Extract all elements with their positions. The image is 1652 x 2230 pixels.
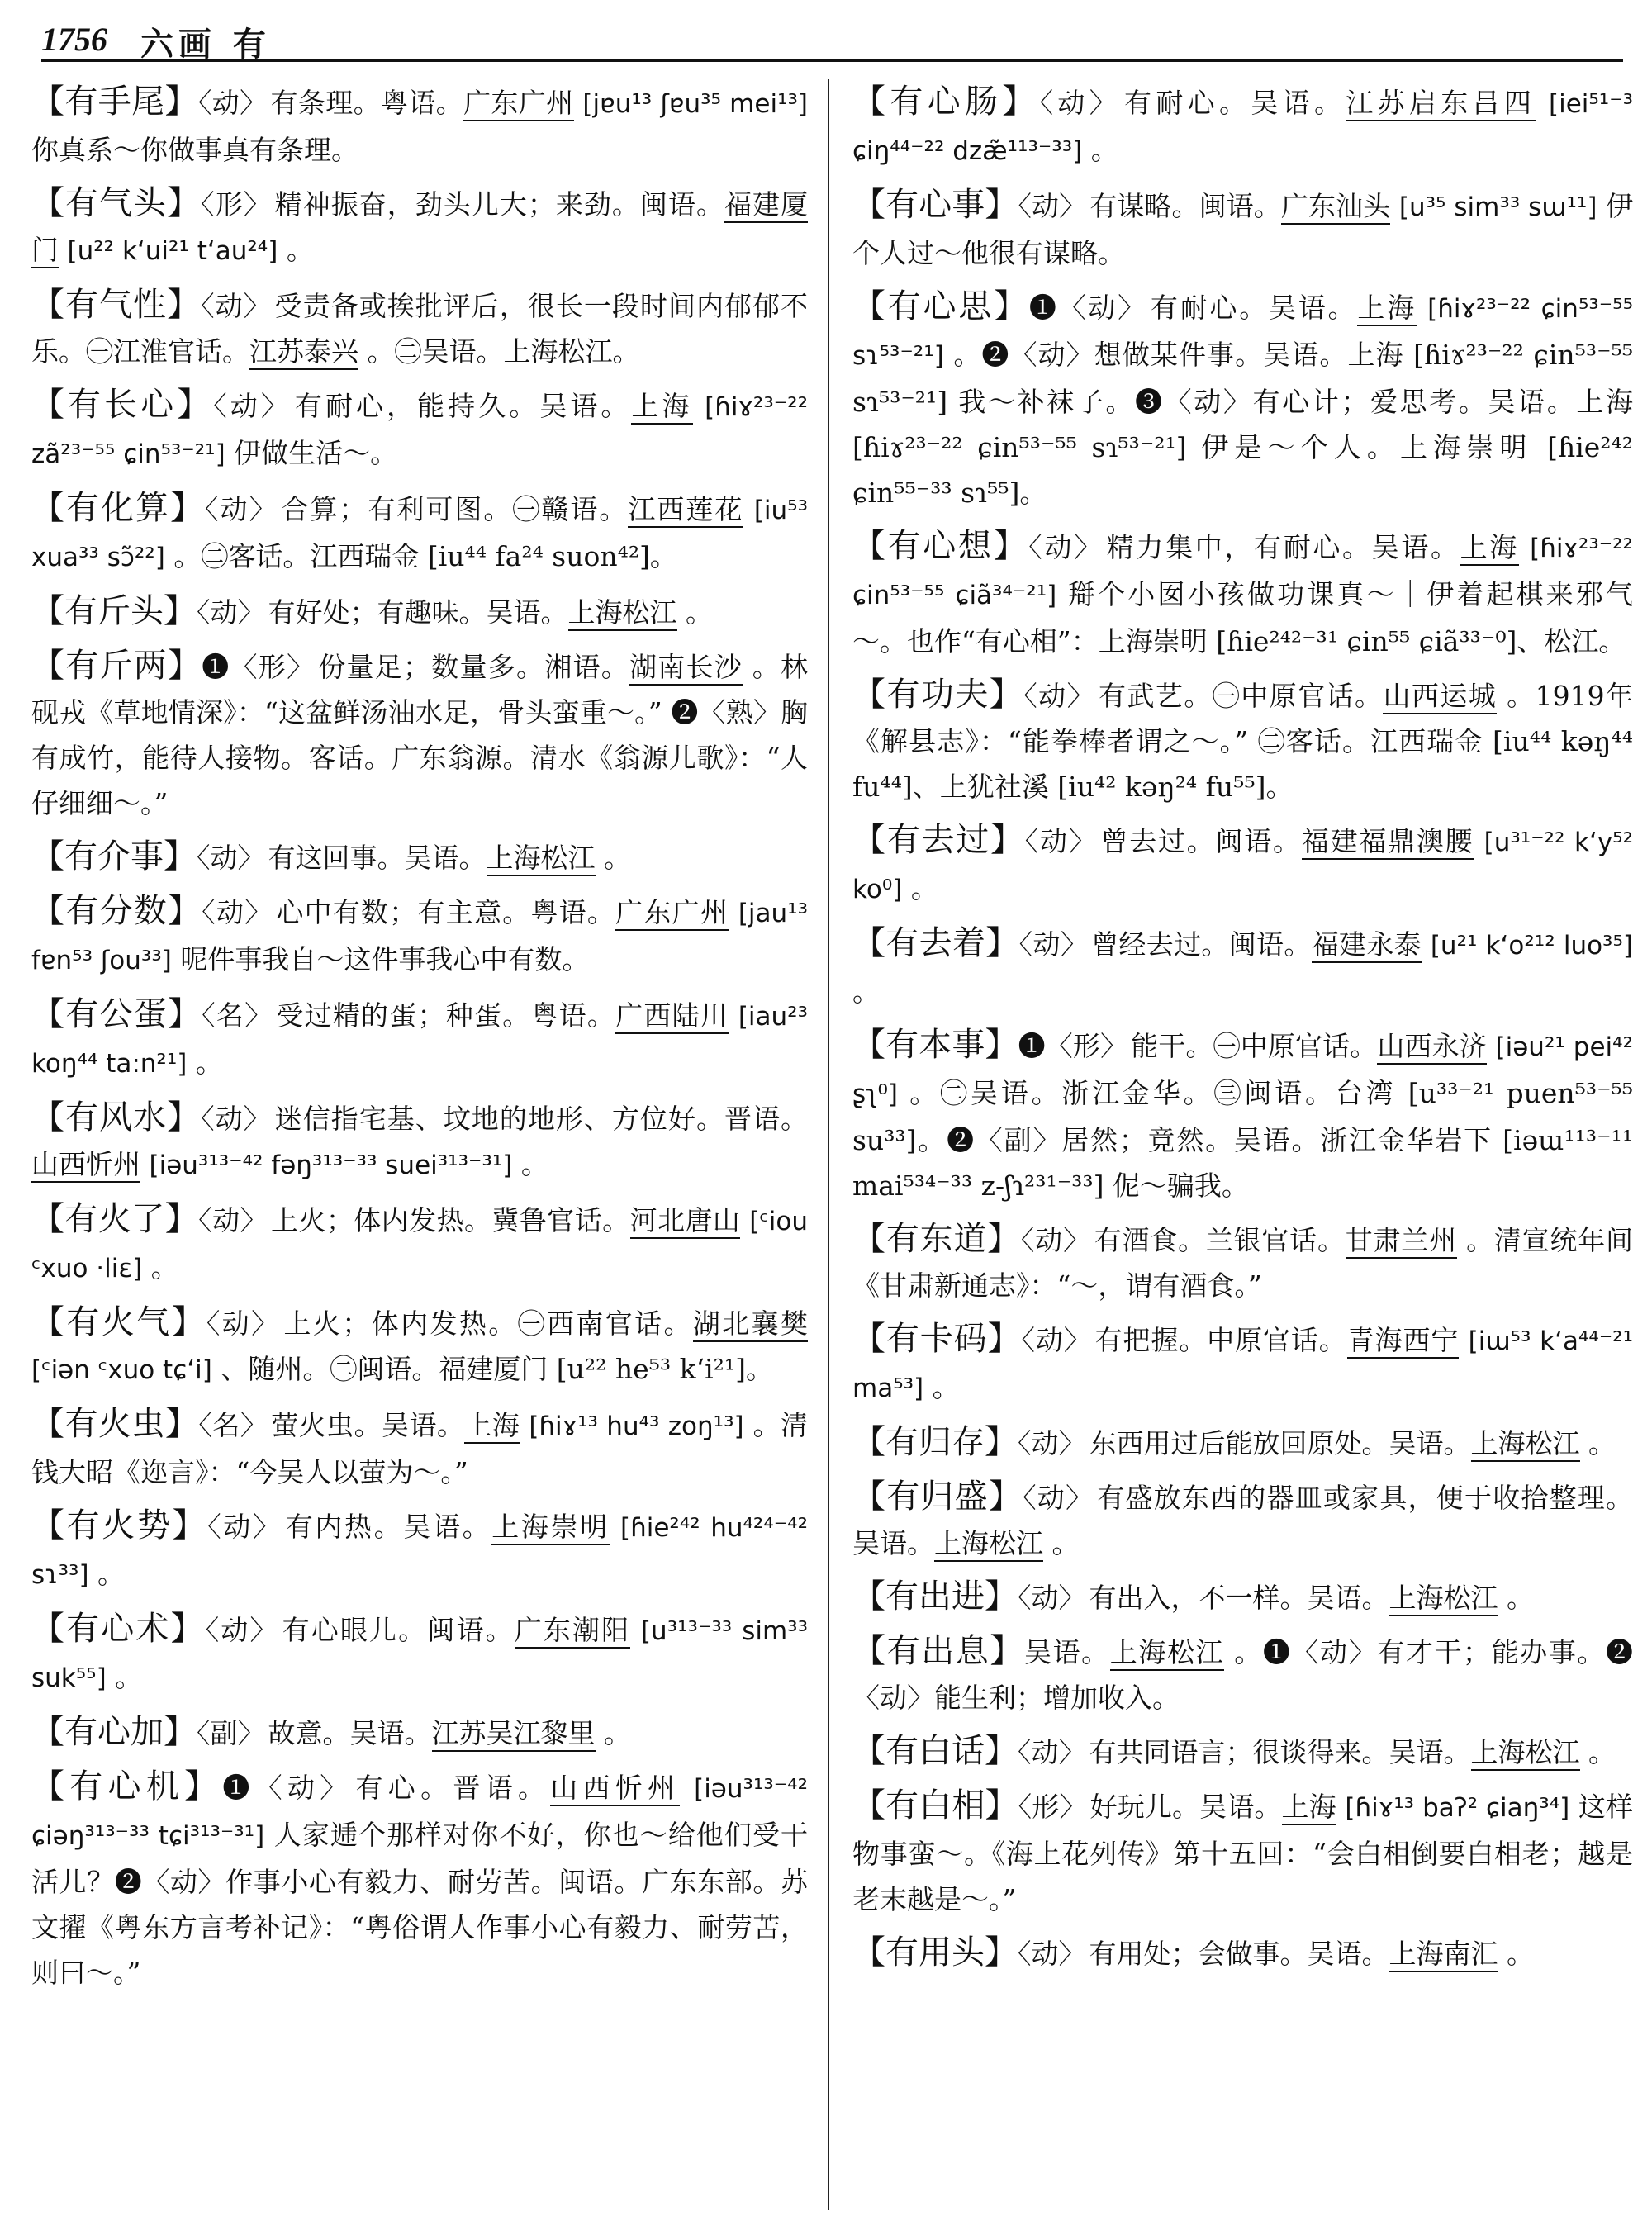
dialect-location: 广东汕头: [1281, 190, 1390, 225]
part-of-speech: 〈动〉: [1018, 1427, 1086, 1459]
entry-definition: 有心眼儿。闽语。: [282, 1614, 515, 1646]
entry-example: 。林砚戎《草地情深》：“这盆鲜汤油水足，骨头蛮重～。” ❷〈熟〉胸有成竹，能待人接物。客话。广东翁源。清水《翁源儿歌》：“人仔细细～。”: [31, 651, 808, 819]
entry-definition: 迷信指宅基、坟地的地形、方位好。晋语。: [274, 1103, 809, 1135]
dialect-location: 江苏吴江黎里: [432, 1717, 596, 1752]
part-of-speech: 〈动〉: [1018, 928, 1089, 961]
dialect-location: 上海: [464, 1409, 520, 1444]
dialect-location: 上海松江: [487, 842, 596, 876]
entry-definition: 精力集中，有耐心。吴语。: [1106, 531, 1460, 563]
dictionary-entry: [852, 1629, 1633, 1720]
dialect-location: 上海崇明: [491, 1511, 610, 1545]
pronunciation: [ɦiɤ²³⁻²² ɕin⁵³⁻⁵⁵ sɿ⁵³⁻²¹]: [852, 294, 1634, 371]
part-of-speech: 〈动〉: [1018, 1736, 1086, 1768]
part-of-speech: 〈动〉: [201, 1103, 272, 1135]
entry-headword: 【有心机】: [31, 1767, 223, 1805]
entry-example: 。: [1051, 1527, 1080, 1559]
column-divider: [828, 79, 829, 2210]
entry-headword: 【有心术】: [31, 1610, 206, 1648]
entry-example: 。: [195, 1046, 223, 1079]
dialect-location: 山西忻州: [31, 1148, 140, 1183]
entry-headword: 【有化算】: [31, 489, 205, 527]
dictionary-entry: [31, 1606, 808, 1701]
pronunciation: [iei⁵¹⁻³ ɕiŋ⁴⁴⁻²² dzæ̃¹¹³⁻³³]: [852, 89, 1634, 166]
pronunciation: [ɦie²⁴² hu⁴²⁴⁻⁴² sɿ³³]: [31, 1513, 809, 1590]
pronunciation: [iɯ⁵³ k‘a⁴⁴⁻²¹ ma⁵³]: [852, 1326, 1634, 1403]
entry-example: 。: [1507, 1938, 1534, 1970]
part-of-speech: 〈动〉: [206, 1307, 281, 1340]
dialect-location: 湖北襄樊: [693, 1307, 808, 1342]
dialect-location: 福建厦门: [31, 188, 808, 268]
page-number: 1756: [41, 21, 107, 58]
entry-headword: 【有分数】: [31, 892, 202, 930]
entry-example: 。: [1588, 1427, 1616, 1459]
entry-example: 。: [97, 1558, 126, 1590]
entry-headword: 【有去过】: [852, 821, 1025, 859]
part-of-speech: 〈名〉: [202, 999, 273, 1032]
part-of-speech: 〈动〉: [1023, 1482, 1094, 1514]
entry-definition: 有耐心。吴语。: [1124, 87, 1346, 119]
entry-headword: 【有用头】: [852, 1933, 1018, 1971]
dialect-location: 上海松江: [1471, 1427, 1580, 1462]
entry-headword: 【有东道】: [852, 1220, 1021, 1258]
entry-definition: 有这回事。吴语。: [268, 842, 487, 874]
entry-definition: 受责备或挨批评后，很长一段时间内郁郁不乐。㊀江淮官话。: [31, 290, 809, 368]
entry-definition: 萤火虫。吴语。: [271, 1409, 465, 1441]
pronunciation: [iau²³ koŋ⁴⁴ ta:n²¹]: [31, 1002, 809, 1079]
part-of-speech: 〈动〉: [1018, 1582, 1086, 1614]
dialect-location: 山西永济: [1377, 1030, 1487, 1065]
dialect-location: 福建福鼎澳腰: [1302, 825, 1474, 860]
dictionary-entry: [852, 1420, 1633, 1466]
entry-example: 伊做生活～。: [234, 437, 398, 469]
dictionary-entry: [31, 282, 808, 374]
entry-headword: 【有介事】: [31, 837, 197, 875]
entry-example: 、随州。㊁闽语。福建厦门 [u²² he⁵³ k‘i²¹]。: [221, 1353, 773, 1385]
pronunciation: [u³¹⁻²² k‘y⁵² ko⁰]: [852, 828, 1634, 904]
entry-headword: 【有卡码】: [852, 1320, 1022, 1358]
entry-example: 呢件事我自～这件事我心中有数。: [180, 943, 590, 975]
dictionary-entry: [31, 79, 808, 173]
entry-definition: 曾去过。闽语。: [1100, 825, 1302, 857]
dictionary-entry: [852, 818, 1633, 913]
dialect-location: 上海松江: [1389, 1582, 1498, 1616]
entry-example: 。: [150, 1251, 178, 1283]
part-of-speech: 〈动〉: [213, 390, 292, 422]
dialect-location: 广东广州: [463, 87, 573, 121]
dictionary-entry: [31, 992, 808, 1087]
entry-example: 这样物事蛮～。《海上花列传》第十五回：“会白相倒要白相老；越是老末越是～。”: [852, 1791, 1634, 1915]
dictionary-entry: [31, 1300, 808, 1393]
entry-example: 。: [604, 1717, 631, 1749]
entry-headword: 【有白话】: [852, 1732, 1018, 1770]
dictionary-entry: [852, 284, 1633, 515]
entry-example: 。❶〈动〉有才干；能办事。❷〈动〉能生利；增加收入。: [852, 1636, 1634, 1714]
dialect-location: 广西陆川: [615, 999, 729, 1034]
entry-example: 。: [852, 975, 880, 1008]
entry-example: 。清钱大昭《迩言》：“今吴人以萤为～。”: [31, 1409, 809, 1488]
part-of-speech: 〈动〉: [205, 1614, 279, 1646]
dictionary-entry: [852, 1783, 1633, 1922]
entry-definition: 有武艺。㊀中原官话。: [1099, 680, 1384, 712]
pronunciation: [jɐu¹³ ʃɐu³⁵ mei¹³]: [582, 89, 809, 119]
right-column: [852, 79, 1633, 1985]
entry-headword: 【有手尾】: [31, 83, 198, 121]
dialect-location: 江苏泰兴: [249, 335, 358, 370]
entry-definition: 有用处；会做事。吴语。: [1089, 1938, 1389, 1970]
entry-headword: 【有气性】: [31, 286, 202, 324]
part-of-speech: 〈动〉: [1021, 1324, 1092, 1356]
page-header: [41, 17, 1623, 62]
pronunciation: [u²² k‘ui²¹ t‘au²⁴]: [67, 236, 278, 266]
part-of-speech: 〈副〉: [197, 1717, 265, 1749]
entry-headword: 【有火虫】: [31, 1405, 199, 1443]
dialect-location: 上海松江: [1110, 1636, 1224, 1671]
dictionary-entry: [31, 589, 808, 635]
entry-example: 。: [115, 1661, 143, 1693]
entry-headword: 【有心思】: [852, 287, 1029, 325]
dictionary-entry: [31, 834, 808, 880]
part-of-speech: ❶〈动〉: [222, 1772, 353, 1804]
entry-headword: 【有功夫】: [852, 676, 1024, 714]
entry-example: 。: [286, 234, 314, 266]
dialect-location: 上海松江: [934, 1527, 1043, 1562]
pronunciation: [u²¹ k‘o²¹² luo³⁵]: [1430, 931, 1634, 961]
entry-definition: 好玩儿。吴语。: [1089, 1791, 1282, 1823]
entry-headword: 【有心加】: [31, 1713, 197, 1751]
entry-example: 。㊁吴语。浙江金华。㊂闽语。台湾 [u³³⁻²¹ puen⁵³⁻⁵⁵ su³³]。❷〈副〉居然；竟然。吴语。浙江金华岩下 [iəɯ¹¹³⁻¹¹ mai⁵³⁴⁻³³ z-ʃɿ²³¹⁻³³] 伲～骗我。: [852, 1077, 1633, 1202]
entry-example: 伊个人过～他很有谋略。: [852, 190, 1634, 269]
entry-headword: 【有公蛋】: [31, 995, 202, 1033]
dictionary-entry: [852, 183, 1633, 276]
part-of-speech: 〈动〉: [1018, 1938, 1086, 1970]
dictionary-entry: [31, 1503, 808, 1598]
dialect-location: 广东潮阳: [515, 1614, 631, 1649]
pronunciation: [iəu³¹³⁻⁴² ɕiəŋ³¹³⁻³³ tɕi³¹³⁻³¹]: [31, 1774, 809, 1851]
dialect-location: 上海松江: [1471, 1736, 1580, 1771]
part-of-speech: 〈名〉: [198, 1409, 268, 1441]
entry-example: 。清宣统年间《甘肃新通志》：“～，谓有酒食。”: [852, 1224, 1634, 1302]
entry-headword: 【有本事】: [852, 1026, 1018, 1064]
dialect-location: 青海西宁: [1347, 1324, 1460, 1359]
entry-headword: 【有归存】: [852, 1423, 1018, 1461]
part-of-speech: 〈动〉: [1039, 87, 1122, 119]
dialect-location: 山西忻州: [550, 1772, 680, 1806]
entry-definition: 合算；有利可图。㊀赣语。: [281, 493, 629, 525]
pronunciation: [ᶜiən ᶜxuo tɕ‘i]: [31, 1355, 212, 1385]
dictionary-entry: [852, 79, 1633, 174]
entry-example: 。: [686, 596, 713, 629]
dictionary-entry: [852, 524, 1633, 664]
pronunciation: [jau¹³ fɐn⁵³ ʃou³³]: [31, 899, 809, 975]
entry-example: 。: [604, 842, 631, 874]
part-of-speech: 〈动〉: [201, 290, 272, 322]
entry-example: 。: [1507, 1582, 1534, 1614]
dialect-location: 江西莲花: [628, 493, 743, 528]
entry-headword: 【有归盛】: [852, 1478, 1023, 1516]
dialect-location: 上海南汇: [1389, 1938, 1498, 1972]
entry-definition: 心中有数；有主意。粤语。: [276, 896, 616, 928]
dictionary-entry: [31, 1402, 808, 1495]
dictionary-entry: [31, 181, 808, 274]
entry-example: 。1919年《解县志》：“能拳棒者谓之～。” ㊁客话。江西瑞金 [iu⁴⁴ kəŋ⁴⁴ fu⁴⁴]、上犹社溪 [iu⁴² kəŋ²⁴ fu⁵⁵]。: [852, 680, 1634, 803]
part-of-speech: 〈动〉: [202, 896, 273, 928]
entry-definition: 吴语。: [1023, 1636, 1110, 1668]
part-of-speech: 〈动〉: [207, 1511, 282, 1543]
left-column: [31, 79, 808, 2004]
pronunciation: [ɦiɤ¹³ baʔ² ɕiaŋ³⁴]: [1345, 1793, 1570, 1823]
entry-example: 你真系～你做事真有条理。: [31, 134, 358, 166]
part-of-speech: 〈动〉: [1028, 531, 1104, 563]
pronunciation: [u³⁵ sim³³ sɯ¹¹]: [1398, 192, 1597, 222]
entry-definition: 东西用过后能放回原处。吴语。: [1089, 1427, 1471, 1459]
part-of-speech: ❶〈动〉: [1028, 292, 1147, 324]
pronunciation: [ɦiɤ²³⁻²² zã²³⁻⁵⁵ ɕin⁵³⁻²¹]: [31, 392, 809, 469]
entry-headword: 【有斤两】: [31, 647, 202, 685]
entry-headword: 【有火了】: [31, 1200, 199, 1238]
pronunciation: [iəu²¹ pei⁴² ʂʅ⁰]: [852, 1032, 1634, 1109]
entry-headword: 【有风水】: [31, 1098, 202, 1136]
entry-example: 。: [932, 1371, 960, 1403]
part-of-speech: 〈动〉: [197, 87, 268, 119]
dictionary-entry: [852, 1217, 1633, 1308]
entry-definition: 有出入，不一样。吴语。: [1089, 1582, 1389, 1614]
dictionary-entry: [31, 1095, 808, 1189]
entry-headword: 【有长心】: [31, 386, 214, 424]
entry-definition: 有心。晋语。: [355, 1772, 551, 1804]
part-of-speech: 〈形〉: [201, 188, 272, 221]
pronunciation: [ɦiɤ¹³ hu⁴³ zoŋ¹³]: [529, 1412, 744, 1441]
pronunciation: [ᶜiou ᶜxuo ·liɛ]: [31, 1207, 809, 1283]
entry-example: 。㊁吴语。上海松江。: [367, 335, 640, 368]
dialect-location: 上海: [1282, 1791, 1336, 1825]
entry-definition: 有盛放东西的器皿或家具，便于收拾整理。吴语。: [852, 1482, 1634, 1559]
dictionary-entry: [852, 921, 1633, 1014]
dictionary-entry: [852, 672, 1633, 809]
part-of-speech: 〈动〉: [1020, 1224, 1091, 1256]
entry-example: 搿个小囡小孩做功课真～｜伊着起棋来邪气～。也作“有心相”：上海崇明 [ɦie²⁴²⁻³¹ ɕin⁵⁵ ɕiã³³⁻⁰]、松江。: [852, 578, 1633, 657]
dictionary-entry: [852, 1022, 1633, 1208]
dictionary-entry: [852, 1930, 1633, 1976]
entry-headword: 【有火气】: [31, 1303, 206, 1341]
entry-headword: 【有出息】: [852, 1632, 1024, 1670]
part-of-speech: 〈动〉: [198, 1204, 268, 1236]
part-of-speech: 〈动〉: [204, 493, 278, 525]
dialect-location: 上海: [1357, 292, 1417, 326]
dictionary-entry: [31, 643, 808, 826]
section-title: 六画 有: [140, 25, 271, 64]
entry-headword: 【有斤头】: [31, 592, 197, 630]
entry-example: 。㊁客话。江西瑞金 [iu⁴⁴ fa²⁴ suon⁴²]。: [173, 540, 677, 572]
part-of-speech: 〈动〉: [197, 596, 265, 629]
dictionary-entry: [31, 382, 808, 477]
pronunciation: [iu⁵³ xua³³ sɔ̃²²]: [31, 496, 809, 572]
dialect-location: 山西运城: [1383, 680, 1497, 714]
part-of-speech: ❶〈形〉: [202, 651, 316, 683]
entry-example: 。: [1588, 1736, 1616, 1768]
dialect-location: 上海: [1460, 531, 1519, 566]
entry-definition: 精神振奋，劲头儿大；来劲。闽语。: [274, 188, 724, 221]
dialect-location: 江苏启东吕四: [1346, 87, 1536, 121]
entry-headword: 【有心肠】: [852, 83, 1040, 121]
entry-definition: 有耐心。吴语。: [1150, 292, 1358, 324]
entry-example: 。: [520, 1148, 548, 1180]
dialect-location: 河北唐山: [630, 1204, 741, 1239]
entry-definition: 有好处；有趣味。吴语。: [268, 596, 568, 629]
entry-definition: 有条理。粤语。: [270, 87, 464, 119]
entry-definition: 受过精的蛋；种蛋。粤语。: [276, 999, 616, 1032]
dictionary-entry: [31, 486, 808, 581]
dictionary-entry: [31, 1197, 808, 1292]
entry-example: 。❷〈动〉想做某件事。吴语。上海 [ɦiɤ²³⁻²² ɕin⁵³⁻⁵⁵ sɿ⁵³⁻²¹] 我～补袜子。❸〈动〉有心计；爱思考。吴语。上海 [ɦiɤ²³⁻²² ɕin⁵³⁻⁵⁵ sɿ⁵³⁻²¹] 伊是～个人。上海崇明 [ɦie²⁴² ɕin⁵⁵⁻³³ sɿ⁵⁵]。: [852, 339, 1633, 509]
pronunciation: [u³¹³⁻³³ sim³³ suk⁵⁵]: [31, 1616, 809, 1693]
entry-definition: 有酒食。兰银官话。: [1094, 1224, 1346, 1256]
dialect-location: 福建永泰: [1312, 928, 1422, 963]
entry-headword: 【有气头】: [31, 184, 202, 222]
dialect-location: 湖南长沙: [629, 651, 743, 686]
part-of-speech: 〈动〉: [1024, 825, 1098, 857]
entry-headword: 【有去着】: [852, 924, 1019, 962]
dictionary-entry: [852, 1474, 1633, 1566]
entry-example: 人家逓个那样对你不好，你也～给他们受干活儿？❷〈动〉作事小心有毅力、耐劳苦。闽语。广东东部。苏文擢《粤东方言考补记》：“粤俗谓人作事小心有毅力、耐劳苦，则曰～。”: [31, 1819, 808, 1989]
entry-headword: 【有出进】: [852, 1578, 1018, 1616]
entry-definition: 有耐心，能持久。吴语。: [294, 390, 632, 422]
entry-example: 。: [1090, 134, 1118, 166]
part-of-speech: 〈形〉: [1018, 1791, 1087, 1823]
dialect-location: 上海松江: [568, 596, 677, 631]
dictionary-entry: [852, 1574, 1633, 1620]
entry-definition: 故意。吴语。: [268, 1717, 432, 1749]
dictionary-entry: [31, 889, 808, 984]
dictionary-entry: [852, 1317, 1633, 1412]
part-of-speech: 〈动〉: [197, 842, 265, 874]
pronunciation: [iəu³¹³⁻⁴² fəŋ³¹³⁻³³ suei³¹³⁻³¹]: [149, 1151, 513, 1180]
dictionary-entry: [31, 1764, 808, 1995]
part-of-speech: 〈动〉: [1018, 190, 1087, 222]
part-of-speech: ❶〈形〉: [1018, 1030, 1128, 1062]
entry-definition: 上火；体内发热。㊀西南官话。: [283, 1307, 693, 1340]
entry-definition: 有谋略。闽语。: [1089, 190, 1281, 222]
entry-definition: 曾经去过。闽语。: [1091, 928, 1312, 961]
entry-headword: 【有火势】: [31, 1506, 208, 1544]
dictionary-entry: [852, 1729, 1633, 1775]
entry-definition: 能干。㊀中原官话。: [1131, 1030, 1378, 1062]
entry-definition: 上火；体内发热。冀鲁官话。: [270, 1204, 630, 1236]
dialect-location: 广东广州: [615, 896, 729, 931]
dialect-location: 上海: [631, 390, 692, 425]
entry-headword: 【有心想】: [852, 527, 1029, 565]
entry-definition: 有把握。中原官话。: [1094, 1324, 1347, 1356]
entry-example: 。: [910, 872, 938, 904]
dialect-location: 甘肃兰州: [1346, 1224, 1457, 1259]
dictionary-entry: [31, 1710, 808, 1756]
entry-definition: 有内热。吴语。: [285, 1511, 492, 1543]
entry-definition: 有共同语言；很谈得来。吴语。: [1089, 1736, 1471, 1768]
part-of-speech: 〈动〉: [1023, 680, 1096, 712]
entry-headword: 【有心事】: [852, 186, 1018, 224]
entry-definition: 份量足；数量多。湘语。: [318, 651, 629, 683]
pronunciation: [ɦiɤ²³⁻²² ɕin⁵³⁻⁵⁵ ɕiã³⁴⁻²¹]: [852, 534, 1633, 610]
entry-headword: 【有白相】: [852, 1786, 1018, 1824]
